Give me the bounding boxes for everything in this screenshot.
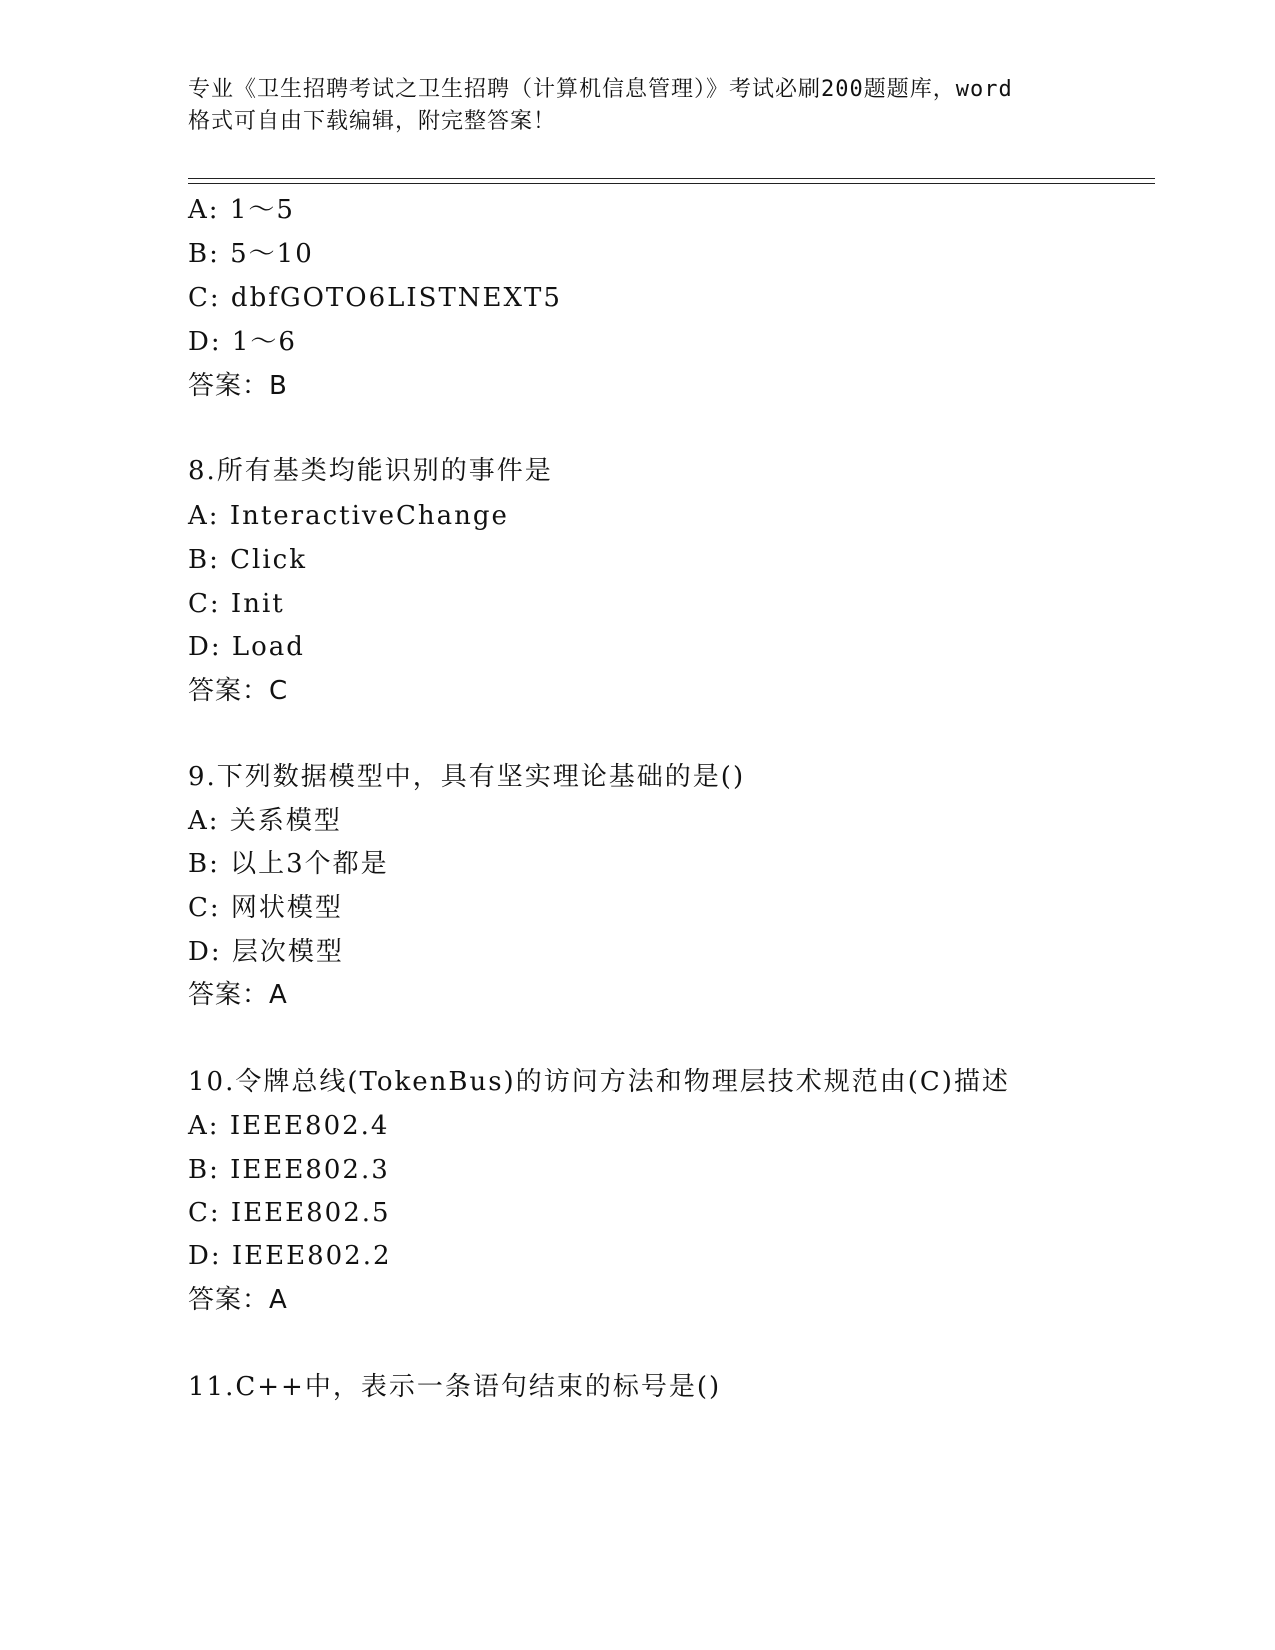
answer-line: 答案：B [188,371,288,401]
option-b: B: Click [188,545,307,575]
option-a: A: InteractiveChange [188,501,509,531]
option-d: D: Load [188,632,305,662]
option-d: D: 1～6 [188,327,297,357]
header-rule-top [188,178,1155,179]
question-stem: 10.令牌总线(TokenBus)的访问方法和物理层技术规范由(C)描述 [188,1067,1010,1097]
option-c: C: IEEE802.5 [188,1198,391,1228]
answer-line: 答案：C [188,676,289,706]
question-stem: 8.所有基类均能识别的事件是 [188,456,553,486]
option-b: B: IEEE802.3 [188,1155,390,1185]
header-line-1: 专业《卫生招聘考试之卫生招聘（计算机信息管理）》考试必刷200题题库，word [188,77,1013,102]
document-header [188,74,1088,138]
header-line-2: 格式可自由下载编辑，附完整答案！ [188,109,557,134]
option-a: A: 关系模型 [188,806,342,836]
option-c: C: 网状模型 [188,893,343,923]
question-stem: 9.下列数据模型中，具有坚实理论基础的是() [188,762,746,792]
option-b: B: 以上3个都是 [188,849,389,879]
question-stem: 11.C++中，表示一条语句结束的标号是() [188,1372,722,1402]
option-c: C: Init [188,589,285,619]
header-rule-bottom [188,183,1155,184]
option-b: B: 5～10 [188,239,314,269]
option-d: D: IEEE802.2 [188,1241,392,1271]
answer-line: 答案：A [188,1285,288,1315]
option-c: C: dbfGOTO6LISTNEXT5 [188,283,562,313]
option-d: D: 层次模型 [188,937,344,967]
answer-line: 答案：A [188,980,288,1010]
option-a: A: 1～5 [188,195,295,225]
option-a: A: IEEE802.4 [188,1111,390,1141]
